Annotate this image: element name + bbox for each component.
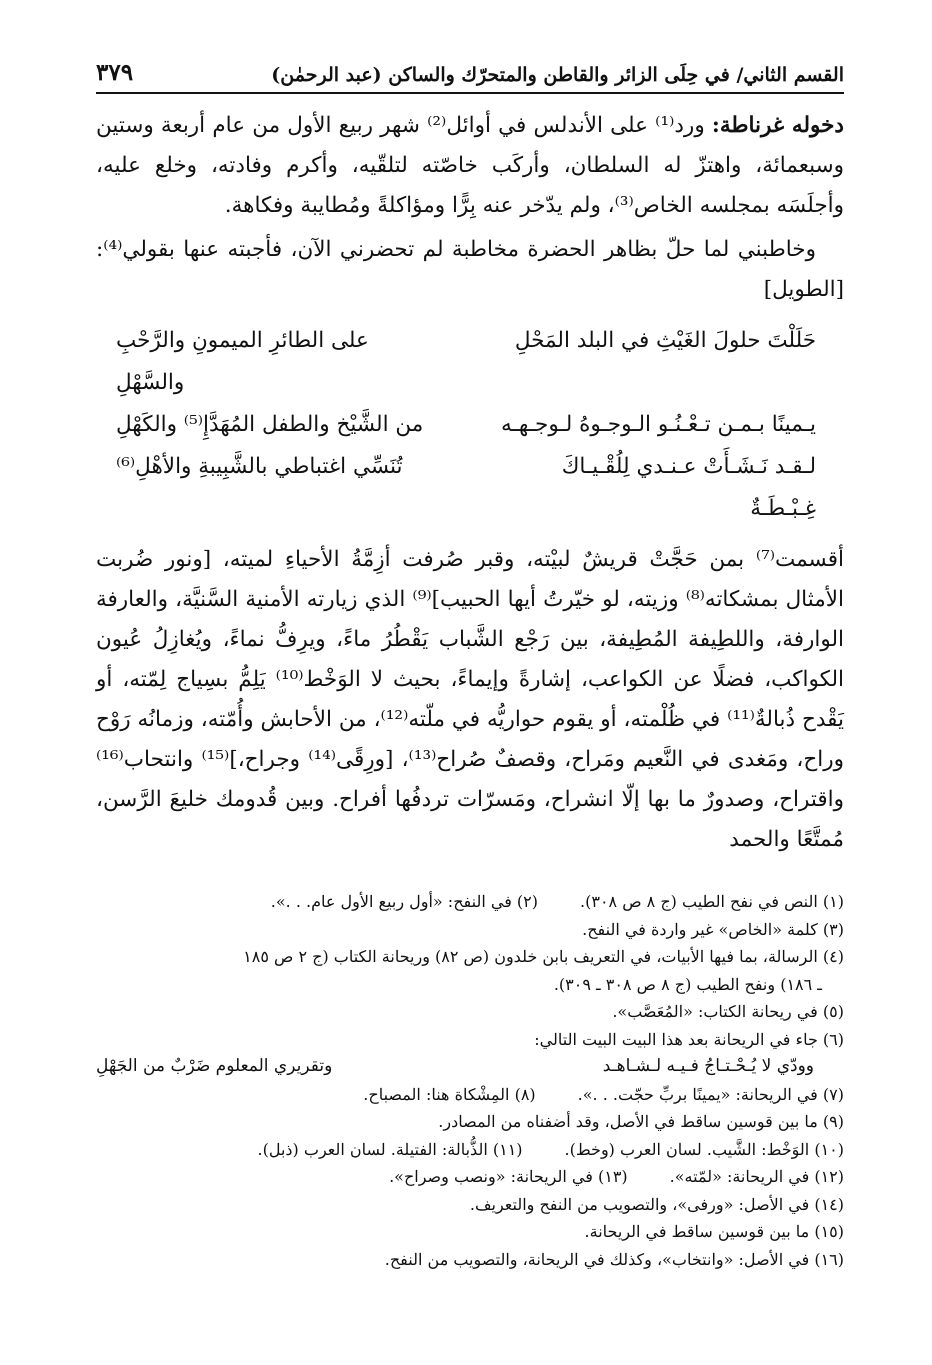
footnote-11: (١١) الذُّبالة: الفتيلة. لسان العرب (ذبل).: [257, 1139, 523, 1159]
verse-1-second-hemistich: على الطائرِ الميمونِ والرَّحْبِ والسَّهْلِ: [116, 328, 369, 395]
paragraph-arrival: [96, 106, 844, 226]
footnote-4-line-1: (٤) الرسالة، بما فيها الأبيات، في التعريف بابن خلدون (ص ٨٢) وريحانة الكتاب (ج ٢ ص ١٨٥: [243, 947, 844, 966]
verse-3-second-hemistich: تُنَسِّي اغتباطي بالشَّبِيبةِ والأهْلِ⁽⁶⁾: [116, 454, 403, 479]
footnote-12: (١٢) في الريحانة: «لمّته».: [669, 1167, 844, 1186]
footnote-14: (١٤) في الأصل: «ورفى»، والتصويب من النفح والتعريف.: [469, 1194, 844, 1214]
footnote-1: (١) النص في نفح الطيب (ج ٨ ص ٣٠٨).: [580, 892, 844, 911]
footnote-6-verse-first: وودّي لا يُـحْـتـاجُ فـيـه لـشـاهـد: [602, 1056, 814, 1076]
footnote-3: (٣) كلمة «الخاص» غير واردة في النفح.: [582, 919, 844, 939]
footnote-8: (٨) المِشْكاة هنا: المصباح.: [363, 1084, 536, 1104]
verse-2-second-hemistich: من الشَّيْخ والطفل المُهَدَّإِ⁽⁵⁾ والكَهْلِ: [116, 412, 424, 437]
paragraph-oath: أقسمت⁽⁷⁾ بمن حَجَّتْ قريشٌ لبيْته، وقبر صُرفت أزِمَّةُ الأحياءِ لميته، [ونور ضُربت الأمثال بمشكاته⁽⁸⁾ وزيته، لو خيّرتُ أيها الحبيب]⁽⁹⁾ الذي زيارته الأمنية السَّنيَّة، والعارفة الوارفة، واللطِيفة المُطِيفة، بين رَجْع الشَّباب يَقْطُرُ ماءً، ويرِفُّ نماءً، ويُغازِلُ عُيون الكواكب، فضلًا عن الكواعب، إشارةً وإيماءً، بحيث لا الوَخْط⁽¹⁰⁾ يَلِمُّ بسِياج لِمّته، أو يَقْدح ذُبالةٌ⁽¹¹⁾ في ظُلْمته، أو يقوم حواريُّه في ملّته⁽¹²⁾، من الأحابش وأُمّته، وزمانُه رَوْح وراح، ومَغدى في النَّعيم ومَراح، وقصفٌ صُراح⁽¹³⁾، [ورِقًى⁽¹⁴⁾ وجراح،]⁽¹⁵⁾ وانتحاب⁽¹⁶⁾ واقتراح، وصدورٌ ما بها إلّا انشراح، ومَسرّات تردفُها أفراح. وبين قُدومك خليعَ الرَّسن، مُمتَّعًا والحمد: [96, 547, 844, 852]
poem: [116, 320, 816, 530]
footnote-4-line-2: ـ ١٨٦) ونفح الطيب (ج ٨ ص ٣٠٨ ـ ٣٠٩).: [553, 974, 822, 994]
footnote-row: [96, 1136, 844, 1164]
footnote-row: [96, 888, 844, 916]
footnote-13: (١٣) في الريحانة: «ونصب وصراح».: [389, 1167, 628, 1186]
footnote-16: (١٦) في الأصل: «وانتخاب»، وكذلك في الريحانة، والتصويب من النفح.: [384, 1249, 844, 1269]
section-lead: دخوله غرناطة:: [711, 113, 844, 138]
footnote-6-verse: [96, 1053, 844, 1081]
footnote-6-verse-second: وتقريري المعلوم ضَرْبٌ من الجَهْلِ: [96, 1056, 333, 1076]
footnote-10: (١٠) الوَخْط: الشَّيب. لسان العرب (وخط).: [564, 1139, 844, 1159]
paragraph-reply: وخاطبني لما حلّ بظاهر الحضرة مخاطبة لم تحضرني الآن، فأجبته عنها بقولي⁽⁴⁾: [الطويل]: [96, 237, 844, 302]
footnote-9: (٩) ما بين قوسين ساقط في الأصل، وقد أضفناه من المصادر.: [438, 1112, 844, 1131]
footnote-7: (٧) في الريحانة: «يمينًا بربِّ حجّت. . .».: [577, 1084, 844, 1104]
running-head: القسم الثاني/ في حِلَى الزائر والقاطن والمتحرّك والساكن (عبد الرحمٰن): [271, 64, 844, 86]
footnote-5: (٥) في ريحانة الكتاب: «المُعَصَّب».: [612, 1002, 844, 1021]
footnotes: [96, 888, 844, 1273]
footnote-row: [96, 1163, 844, 1191]
footnote-row: [96, 1081, 844, 1109]
verse-2-first-hemistich: يـمينًا بـمـن تـعْـنُـو الـوجـوهُ لـوجـهـه: [501, 412, 816, 437]
footnote-15: (١٥) ما بين قوسين ساقط في الريحانة.: [584, 1222, 844, 1241]
page-number: ٣٧٩: [96, 59, 134, 86]
verse-1-first-hemistich: حَلَلْتَ حلولَ الغَيْثِ في البلد المَحْلِ: [514, 328, 816, 353]
footnote-6: (٦) جاء في الريحانة بعد هذا البيت البيت التالي:: [534, 1029, 844, 1049]
paragraph-text: ورد⁽¹⁾ على الأندلس في أوائل⁽²⁾ شهر ربيع الأول من عام أربعة وستين وسبعمائة، واهتزّ له السلطان، وأركَب خاصّته لتلقّيه، وأكرم وفادته، وخلع عليه، وأجلَسَه بمجلسه الخاص⁽³⁾، ولم يدّخر عنه بِرًّا ومؤاكلةً ومُطايبة وفكاهة.: [96, 113, 844, 218]
verse-3-first-hemistich: لـقـد نَـشَـأَتْ عـنـدي لِلُقْـيـاكَ غِـبْـطَـةٌ: [561, 454, 816, 521]
page-header: [96, 48, 844, 94]
main-text: [96, 106, 844, 864]
footnote-2: (٢) في النفح: «أول ربيع الأول عام. . .».: [270, 892, 539, 911]
